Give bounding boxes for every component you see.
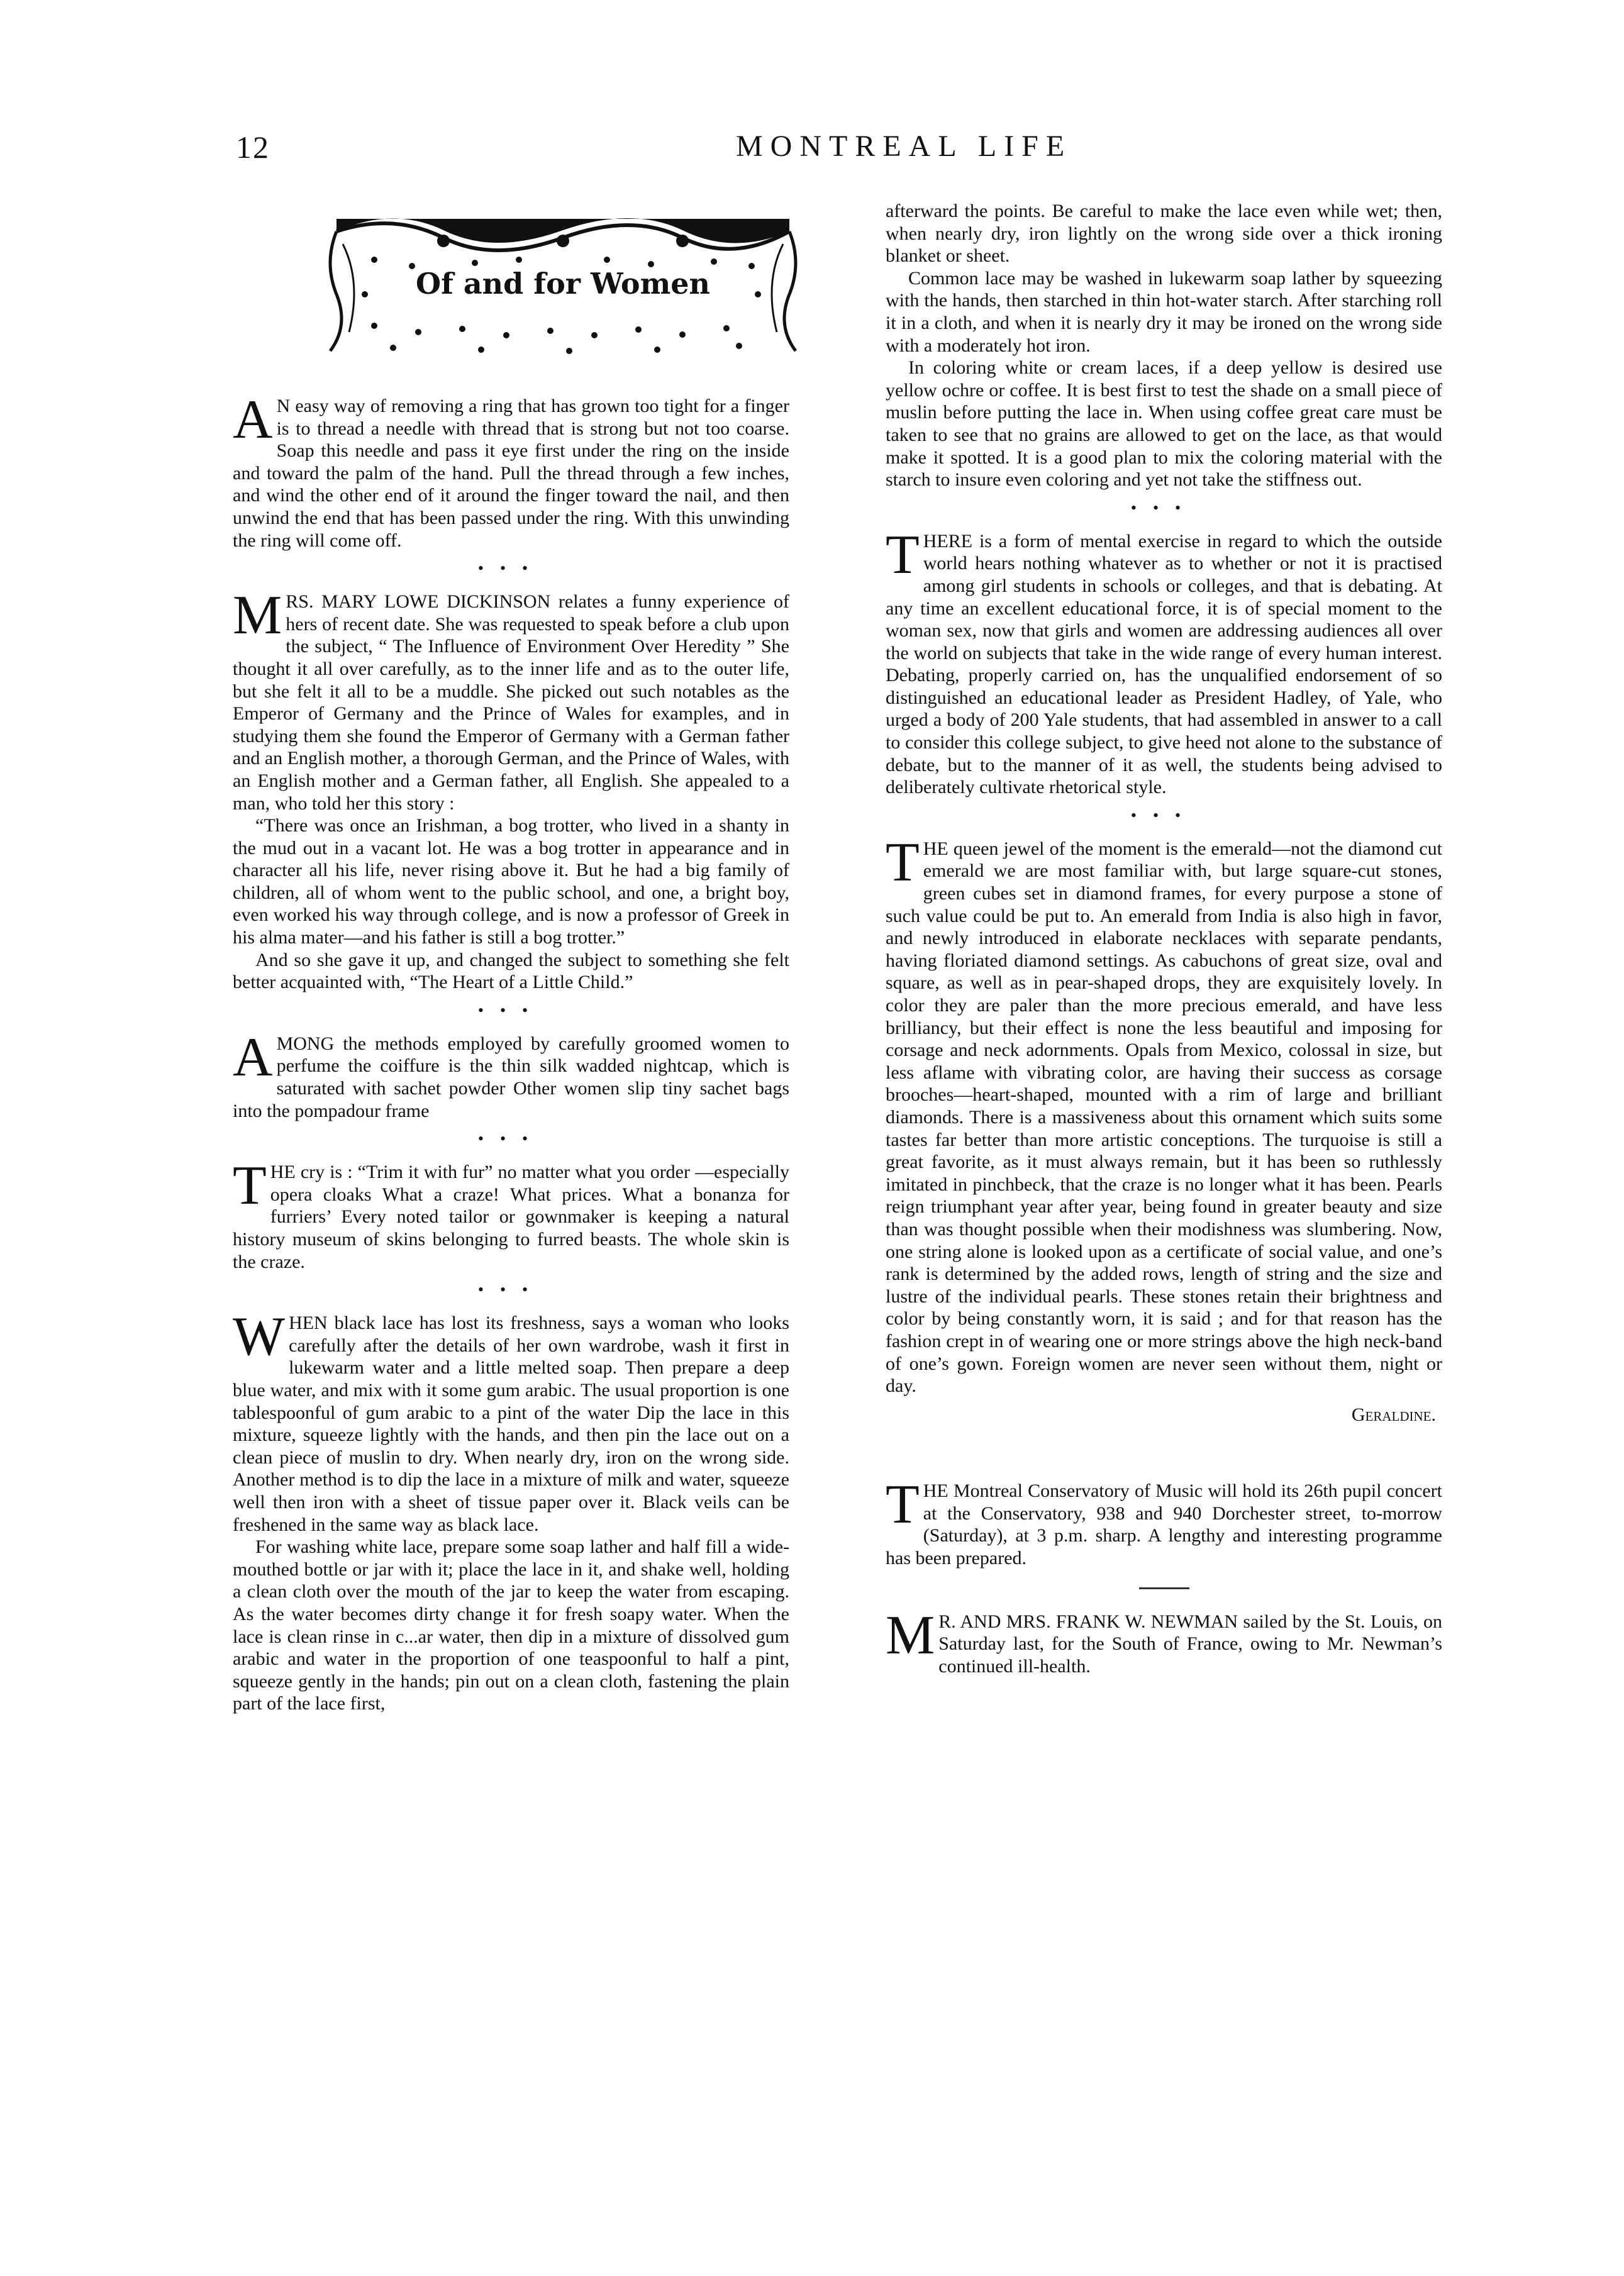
- article-text: And so she gave it up, and changed the subject to something she felt better acquainted with, “The Heart of a Little Child.”: [233, 949, 789, 993]
- dropcap: T: [886, 1474, 920, 1536]
- running-head: MONTREAL LIFE: [736, 130, 1072, 163]
- notice-text: R. AND MRS. FRANK W. NEWMAN sailed by the St. Louis, on Saturday last, for the South of France, owing to Mr. Newman’s continued ill-health.: [938, 1611, 1442, 1677]
- article-perfume: [233, 1026, 789, 1122]
- right-column: [886, 200, 1442, 1681]
- author-signature: Geraldine.: [1351, 1404, 1436, 1425]
- banner-title: Of and for Women: [416, 267, 710, 301]
- article-emerald: [886, 831, 1442, 1397]
- article-lace: [233, 1306, 789, 1715]
- article-text: “There was once an Irishman, a bog trotter, who lived in a shanty in the mud out in a vacant lot. He was a bog trotter in appearance and in character all his life, never rising above it. But he had a big family of children, all of whom went to the public school, and one, a bright boy, even worked his way through college, and is now a professor of Greek in his alma mater—and his father is still a bog trotter.”: [233, 815, 789, 948]
- article-text: MONG the methods employed by carefully groomed women to perfume the coiffure is the thin silk wadded nightcap, which is saturated with sachet powder Other women slip tiny sachet bags into the pompadour frame: [233, 1033, 789, 1121]
- dropcap: M: [233, 585, 282, 647]
- left-column: [233, 389, 789, 1719]
- section-separator: •••: [1130, 806, 1198, 824]
- divider: [1139, 1587, 1189, 1589]
- article-text: In coloring white or cream laces, if a deep yellow is desired use yellow ochre or coffee. It is best first to test the shade on a small piece of muslin before putting the lace in. When using coffee great care must be taken to see that no grains are allowed to get on the lace, as that would make it spotted. It is a good plan to mix the coloring material with the starch to insure even coloring and yet not take the stiffness out.: [886, 357, 1442, 491]
- dropcap: T: [886, 524, 920, 586]
- dropcap: M: [886, 1604, 935, 1666]
- article-dickinson: [233, 585, 789, 994]
- dropcap: T: [233, 1155, 267, 1217]
- dropcap: W: [233, 1306, 286, 1368]
- article-text: N easy way of removing a ring that has grown too tight for a finger is to thread a needle with thread that is strong but not too coarse. Soap this needle and pass it eye first under the ring on the inside and toward the palm of the hand. Pull the thread through a few inches, and wind the other end of it around the finger toward the nail, and then unwind the end that has been passed under the ring. With this unwinding the ring will come off.: [233, 396, 789, 551]
- section-separator: •••: [477, 559, 545, 578]
- article-ring-removal: [233, 389, 789, 552]
- notice-conservatory: [886, 1474, 1442, 1569]
- article-text: HERE is a form of mental exercise in regard to which the outside world hears nothing whatever as to whether or not it is practised among girl students in schools or colleges, and that is debating. At any time an excellent educational force, it is of special moment to the woman sex, now that girls and women are addressing audiences all over the world on subjects that take in the wide range of every human interest. Debating, properly carried on, has the unqualified endorsement of so distinguished an educational leader as President Hadley, of Yale, who urged a body of 200 Yale students, that had assembled in answer to a call to consider this college subject, to give heed not alone to the substance of debate, but to the manner of it as well, the students being advised to deliberately cultivate rhetorical style.: [886, 530, 1442, 798]
- article-debating: [886, 524, 1442, 799]
- dropcap: A: [233, 1026, 273, 1088]
- article-text: HEN black lace has lost its freshness, says a woman who looks carefully after the details of her own wardrobe, wash it first in lukewarm water and a little melted soap. Then prepare a deep blue water, and mix with it some gum arabic. The usual proportion is one tablespoonful of gum arabic to a pint of the water Dip the lace in this mixture, squeeze lightly with the hands, and then pin the lace out on a clean piece of muslin to dry. When nearly dry, iron on the wrong side. Another method is to dip the lace in a mixture of milk and water, squeeze well then iron with a sheet of tissue paper over it. Black veils can be freshened in the same way as black lace.: [233, 1313, 789, 1535]
- dropcap: T: [886, 831, 920, 893]
- article-text: afterward the points. Be careful to make the lace even while wet; then, when nearly dry, iron lightly on the wrong side over a thick ironing blanket or sheet.: [886, 201, 1442, 267]
- article-text: HE queen jewel of the moment is the emerald—not the diamond cut emerald we are most familiar with, but large square-cut stones, green cubes set in diamond frames, for every purpose a stone of such value could be put to. An emerald from India is also high in favor, and newly introduced in elaborate necklaces with separate pendants, having floriated diamond settings. As cabuchons of great size, oval and square, as well as in pear-shaped drops, they are exquisitely lovely. In color they are paler than the more precious emerald, and have less brilliancy, but their effect is none the less beautiful and imposing for corsage and neck adornments. Opals from Mexico, colossal in size, but less aflame with vibrating color, are having their success as corsage brooches—heart-shaped, mounted with a rim of large and brilliant diamonds. There is a massiveness about this ornament which suits some tastes far better than more artistic conceptions. The turquoise is still a great favorite, as it must always remain, but it has been so ruthlessly imitated in pinchbeck, that the craze is no longer what it has been. Pearls reign triumphant year after year, being found in greater beauty and size than was thought possible when their modishness was slumbering. Now, one string alone is looked upon as a certificate of social value, and one’s rank is determined by the added rows, length of string and the size and lustre of the individual pearls. These stones retain their brightness and color by being constantly worn, it is said ; and for that reason has the fashion crept in of wearing one or more strings above the high neck-band of one’s gown. Foreign women are never seen without them, night or day.: [886, 838, 1442, 1397]
- section-separator: •••: [477, 1130, 545, 1148]
- section-separator: •••: [477, 1280, 545, 1299]
- dropcap: A: [233, 389, 273, 450]
- section-separator: •••: [477, 1001, 545, 1019]
- article-text: For washing white lace, prepare some soap lather and half fill a wide-mouthed bottle or jar with it; place the lace in it, and shake well, holding a clean cloth over the mouth of the jar to keep the water from escaping. As the water becomes dirty change it for fresh soapy water. When the lace is clean rinse in c...ar water, then dip in a mixture of dissolved gum arabic and water in the proportion of one teaspoonful to half a pint, squeeze gently in the hands; pin out on a clean cloth, fastening the plain part of the lace first,: [233, 1536, 789, 1714]
- section-banner: [318, 206, 808, 357]
- article-text: Common lace may be washed in lukewarm soap lather by squeezing with the hands, then starched in thin hot-water starch. After starching roll it in a cloth, and when it is nearly dry it may be ironed on the wrong side with a moderately hot iron.: [886, 267, 1442, 356]
- article-fur: [233, 1155, 789, 1273]
- article-text: HE cry is : “Trim it with fur” no matter what you order —especially opera cloaks What a craze! What prices. What a bonanza for furriers’ Every noted tailor or gownmaker is keeping a natural history museum of skins belonging to furred beasts. The whole skin is the craze.: [233, 1162, 789, 1272]
- section-separator: •••: [1130, 498, 1198, 517]
- article-text: RS. MARY LOWE DICKINSON relates a funny experience of hers of recent date. She was requested to speak before a club upon the subject, “ The Influence of Environment Over Heredity ” She thought it all over carefully, as to the inner life and as to the outer life, but she felt it all to be a muddle. She picked out such notables as the Emperor of Germany and the Prince of Wales for examples, and in studying them she found the Emperor of Germany with a German father and an English mother, a thorough German, and the Prince of Wales, with an English mother and a German father, all English. She appealed to a man, who told her this story :: [233, 591, 789, 814]
- page-number: 12: [236, 130, 270, 165]
- notice-text: HE Montreal Conservatory of Music will hold its 26th pupil concert at the Conservatory, 938 and 940 Dorchester street, to-morrow (Saturday), at 3 p.m. sharp. A lengthy and interesting programme has been prepared.: [886, 1480, 1442, 1569]
- notice-newman: [886, 1604, 1442, 1678]
